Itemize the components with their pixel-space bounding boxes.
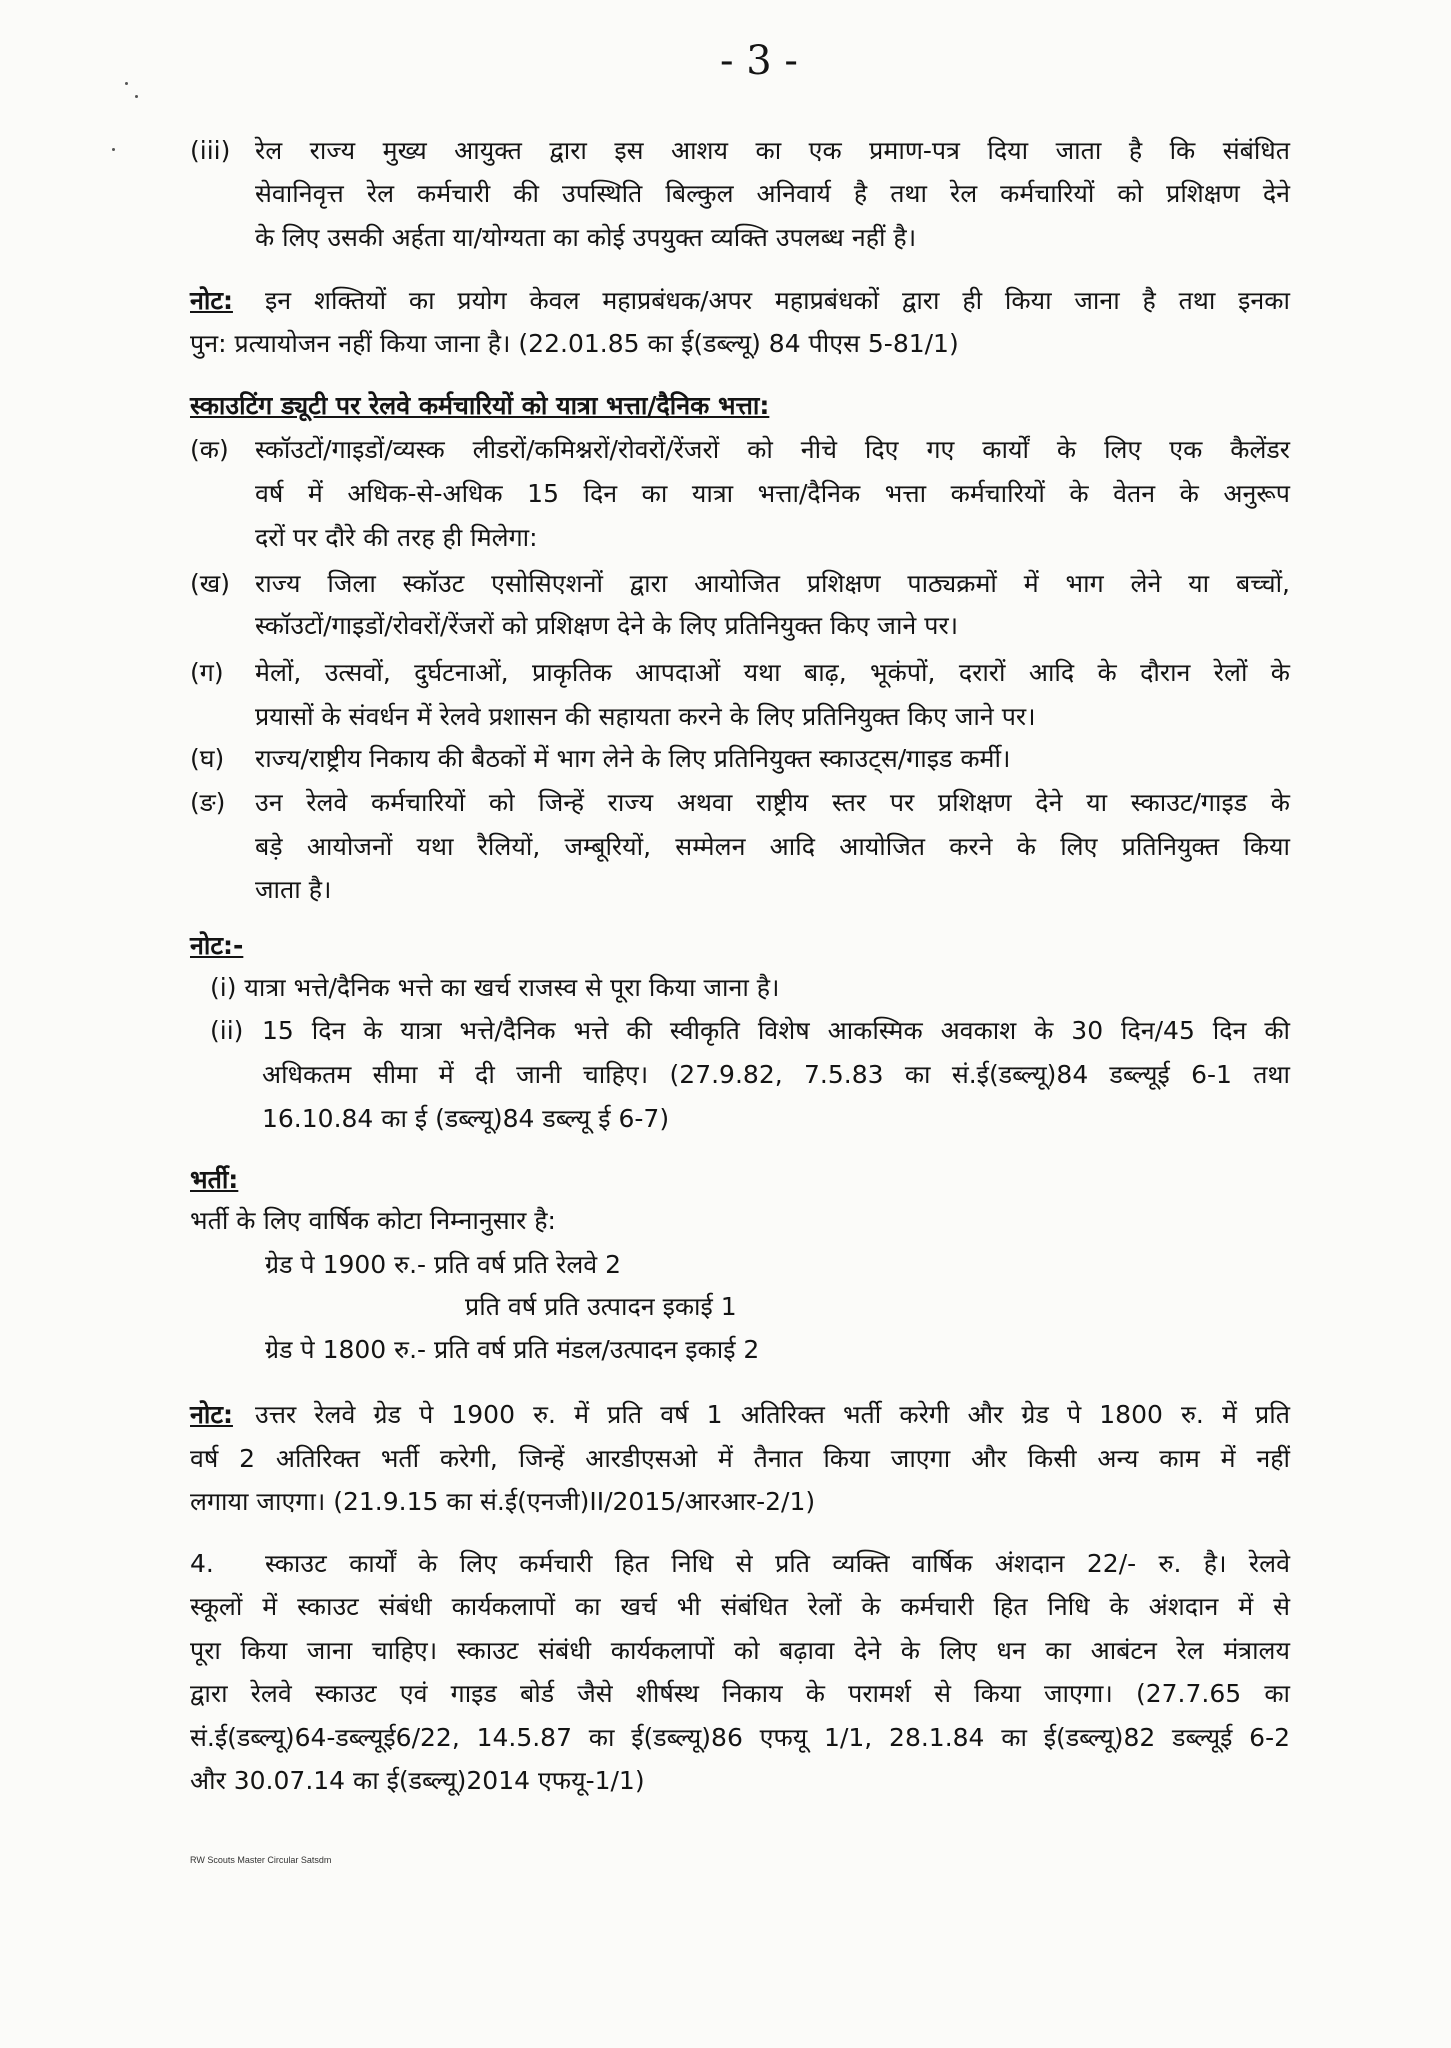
para4-number: 4. bbox=[190, 1549, 214, 1578]
item-iii-line: सेवानिवृत्त रेल कर्मचारी की उपस्थिति बिल्कुल अनिवार्य है तथा रेल कर्मचारियों को प्रशिक्षण देने bbox=[255, 179, 1290, 208]
note2-label: नोट:- bbox=[190, 931, 244, 960]
para4-line: द्वारा रेलवे स्काउट एवं गाइड बोर्ड जैसे शीर्षस्थ निकाय के परामर्श से किया जाएगा। (27.7.65 का bbox=[190, 1679, 1290, 1708]
scan-speck bbox=[135, 95, 138, 98]
note2-item: (i) यात्रा भत्ते/दैनिक भत्ते का खर्च राजस्व से पूरा किया जाना है। bbox=[210, 973, 780, 1002]
para4-line: स्कूलों में स्काउट संबंधी कार्यकलापों का खर्च भी संबंधित रेलों के कर्मचारी हित निधि के अंशदान में से bbox=[190, 1592, 1290, 1621]
item-line: राज्य/राष्ट्रीय निकाय की बैठकों में भाग लेने के लिए प्रतिनियुक्त स्काउट्स/गाइड कर्मी। bbox=[255, 744, 1011, 773]
item-line: स्कॉउटों/गाइडों/रोवरों/रेंजरों को प्रशिक्षण देने के लिए प्रतिनियुक्त किए जाने पर। bbox=[255, 611, 959, 640]
item-label: (ख) bbox=[190, 569, 230, 598]
note1-label: नोट: bbox=[190, 286, 233, 315]
item-label: (ग) bbox=[190, 658, 224, 687]
item-line: उन रेलवे कर्मचारियों को जिन्हें राज्य अथवा राष्ट्रीय स्तर पर प्रशिक्षण देने या स्काउट/गाइड के bbox=[255, 788, 1290, 817]
note2-item-line: 15 दिन के यात्रा भत्ते/दैनिक भत्ते की स्वीकृति विशेष आकस्मिक अवकाश के 30 दिन/45 दिन की bbox=[262, 1016, 1290, 1045]
note2-item-line: अधिकतम सीमा में दी जानी चाहिए। (27.9.82, 7.5.83 का सं.ई(डब्ल्यू)84 डब्ल्यूई 6-1 तथा bbox=[262, 1060, 1290, 1089]
item-line: मेलों, उत्सवों, दुर्घटनाओं, प्राकृतिक आपदाओं यथा बाढ़, भूकंपों, दरारों आदि के दौरान रेलों के bbox=[255, 658, 1290, 687]
quota-line: ग्रेड पे 1900 रु.- प्रति वर्ष प्रति रेलवे 2 bbox=[265, 1250, 622, 1279]
item-iii-label: (iii) bbox=[190, 136, 231, 165]
item-line: वर्ष में अधिक-से-अधिक 15 दिन का यात्रा भत्ता/दैनिक भत्ता कर्मचारियों के वेतन के अनुरूप bbox=[255, 479, 1290, 508]
para4-line: पूरा किया जाना चाहिए। स्काउट संबंधी कार्यकलापों को बढ़ावा देने के लिए धन का आबंटन रेल मंत्रालय bbox=[190, 1636, 1290, 1665]
recruitment-heading: भर्ती: bbox=[190, 1165, 239, 1194]
note3-line: लगाया जाएगा। (21.9.15 का सं.ई(एनजी)II/2015/आरआर-2/1) bbox=[190, 1487, 816, 1516]
para4-line: सं.ई(डब्ल्यू)64-डब्ल्यूई6/22, 14.5.87 का ई(डब्ल्यू)86 एफयू 1/1, 28.1.84 का ई(डब्ल्यू)82 डब्ल्यूई 6-2 bbox=[190, 1723, 1291, 1752]
item-iii-line: रेल राज्य मुख्य आयुक्त द्वारा इस आशय का एक प्रमाण-पत्र दिया जाता है कि संबंधित bbox=[255, 136, 1290, 165]
note3-line: वर्ष 2 अतिरिक्त भर्ती करेगी, जिन्हें आरडीएसओ में तैनात किया जाएगा और किसी अन्य काम में नहीं bbox=[190, 1444, 1290, 1473]
note1-line: पुन: प्रत्यायोजन नहीं किया जाना है। (22.01.85 का ई(डब्ल्यू) 84 पीएस 5-81/1) bbox=[190, 329, 959, 358]
note1-line: इन शक्तियों का प्रयोग केवल महाप्रबंधक/अपर महाप्रबंधकों द्वारा ही किया जाना है तथा इनका bbox=[265, 286, 1290, 315]
note2-item-line: 16.10.84 का ई (डब्ल्यू)84 डब्ल्यू ई 6-7) bbox=[262, 1104, 670, 1133]
item-line: राज्य जिला स्कॉउट एसोसिएशनों द्वारा आयोजित प्रशिक्षण पाठ्यक्रमों में भाग लेने या बच्चों, bbox=[255, 569, 1290, 598]
item-line: प्रयासों के संवर्धन में रेलवे प्रशासन की सहायता करने के लिए प्रतिनियुक्त किए जाने पर। bbox=[255, 702, 1036, 731]
quota-line: प्रति वर्ष प्रति उत्पादन इकाई 1 bbox=[465, 1292, 737, 1321]
scan-speck bbox=[112, 148, 115, 151]
recruitment-intro: भर्ती के लिए वार्षिक कोटा निम्नानुसार है: bbox=[190, 1206, 556, 1235]
item-iii-line: के लिए उसकी अर्हता या/योग्यता का कोई उपयुक्त व्यक्ति उपलब्ध नहीं है। bbox=[255, 223, 917, 252]
item-line: स्कॉउटों/गाइडों/व्यस्क लीडरों/कमिश्नरों/रोवरों/रेंजरों को नीचे दिए गए कार्यों के लिए एक कैलेंडर bbox=[255, 435, 1290, 464]
para4-line: स्काउट कार्यों के लिए कर्मचारी हित निधि से प्रति व्यक्ति वार्षिक अंशदान 22/- रु. है। रेलवे bbox=[265, 1549, 1290, 1578]
item-label: (घ) bbox=[190, 744, 225, 773]
item-line: जाता है। bbox=[255, 875, 332, 904]
note3-line: उत्तर रेलवे ग्रेड पे 1900 रु. में प्रति वर्ष 1 अतिरिक्त भर्ती करेगी और ग्रेड पे 1800 रु. में प्रति bbox=[255, 1400, 1290, 1429]
item-line: बड़े आयोजनों यथा रैलियों, जम्बूरियों, सम्मेलन आदि आयोजित करने के लिए प्रतिनियुक्त किया bbox=[255, 832, 1290, 861]
scan-speck bbox=[125, 82, 128, 85]
footer-note: RW Scouts Master Circular Satsdm bbox=[190, 1855, 332, 1865]
item-label: (क) bbox=[190, 435, 229, 464]
page-number: - 3 - bbox=[720, 38, 798, 84]
item-line: दरों पर दौरे की तरह ही मिलेगा: bbox=[255, 523, 538, 552]
note2-item-label: (ii) bbox=[210, 1016, 244, 1045]
item-label: (ङ) bbox=[190, 788, 226, 817]
note3-label: नोट: bbox=[190, 1400, 233, 1429]
para4-line: और 30.07.14 का ई(डब्ल्यू)2014 एफयू-1/1) bbox=[190, 1766, 645, 1795]
quota-line: ग्रेड पे 1800 रु.- प्रति वर्ष प्रति मंडल/उत्पादन इकाई 2 bbox=[265, 1335, 760, 1364]
section-heading: स्काउटिंग ड्यूटी पर रेलवे कर्मचारियों को यात्रा भत्ता/दैनिक भत्ता: bbox=[190, 391, 770, 420]
